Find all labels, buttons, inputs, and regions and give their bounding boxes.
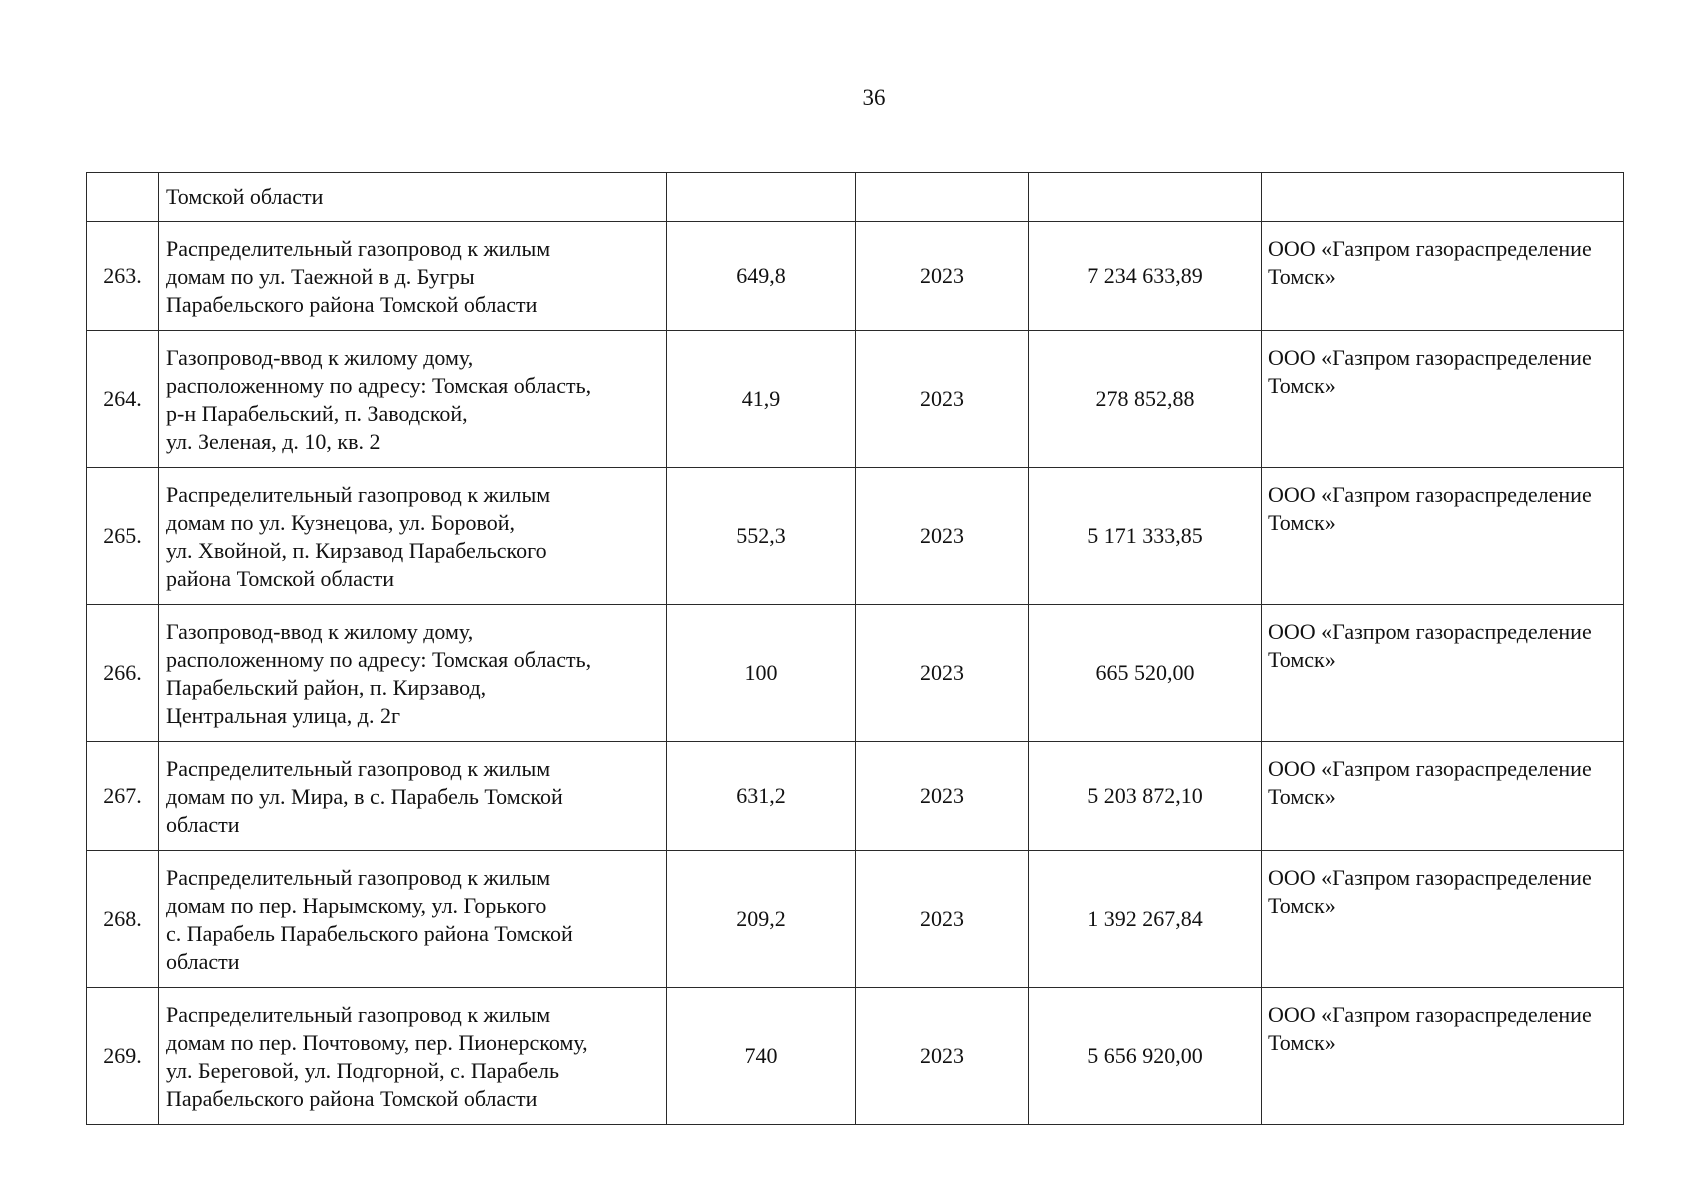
org-line: Томск» <box>1268 264 1336 289</box>
cell-year <box>856 173 1029 222</box>
objects-table <box>86 172 1624 1125</box>
cell-name <box>159 605 667 742</box>
cell-org <box>1262 742 1624 851</box>
table-row <box>87 605 1624 742</box>
org-line: ООО «Газпром газораспределение <box>1268 619 1592 644</box>
table-row <box>87 468 1624 605</box>
cell-cost: 5 203 872,10 <box>1029 742 1262 851</box>
cell-cost: 5 656 920,00 <box>1029 988 1262 1125</box>
org-line: ООО «Газпром газораспределение <box>1268 345 1592 370</box>
name-line: ул. Хвойной, п. Кирзавод Парабельского <box>166 538 547 563</box>
cell-length: 740 <box>667 988 856 1125</box>
org-line: ООО «Газпром газораспределение <box>1268 1002 1592 1027</box>
table-row-continuation <box>87 173 1624 222</box>
name-line: домам по ул. Таежной в д. Бугры <box>166 264 475 289</box>
name-line: с. Парабель Парабельского района Томской <box>166 921 573 946</box>
cell-length: 649,8 <box>667 222 856 331</box>
cell-name <box>159 742 667 851</box>
cell-cost: 5 171 333,85 <box>1029 468 1262 605</box>
name-line: Центральная улица, д. 2г <box>166 703 400 728</box>
cell-length: 41,9 <box>667 331 856 468</box>
table-row <box>87 988 1624 1125</box>
name-line: Газопровод-ввод к жилому дому, <box>166 619 474 644</box>
cell-year: 2023 <box>856 331 1029 468</box>
org-line: Томск» <box>1268 373 1336 398</box>
name-line: р-н Парабельский, п. Заводской, <box>166 401 468 426</box>
name-line: Распределительный газопровод к жилым <box>166 482 551 507</box>
name-line: области <box>166 949 240 974</box>
cell-year: 2023 <box>856 988 1029 1125</box>
name-line: домам по пер. Нарымскому, ул. Горького <box>166 893 547 918</box>
name-line: Парабельского района Томской области <box>166 1086 538 1111</box>
cell-cost: 278 852,88 <box>1029 331 1262 468</box>
name-line: Распределительный газопровод к жилым <box>166 865 551 890</box>
name-line: расположенному по адресу: Томская область, <box>166 373 592 398</box>
cell-num: 266. <box>87 605 159 742</box>
cell-length: 631,2 <box>667 742 856 851</box>
cell-year: 2023 <box>856 851 1029 988</box>
name-line: ул. Береговой, ул. Подгорной, с. Парабель <box>166 1058 560 1083</box>
cell-org <box>1262 222 1624 331</box>
cell-name <box>159 988 667 1125</box>
name-line: домам по ул. Мира, в с. Парабель Томской <box>166 784 563 809</box>
cell-name <box>159 222 667 331</box>
table-body <box>87 173 1624 1125</box>
cell-name <box>159 468 667 605</box>
cell-cost: 665 520,00 <box>1029 605 1262 742</box>
org-line: Томск» <box>1268 784 1336 809</box>
cell-name <box>159 331 667 468</box>
name-line: ул. Зеленая, д. 10, кв. 2 <box>166 429 381 454</box>
name-line: области <box>166 812 240 837</box>
org-line: ООО «Газпром газораспределение <box>1268 865 1592 890</box>
cell-year: 2023 <box>856 605 1029 742</box>
cell-name <box>159 851 667 988</box>
name-line: Газопровод-ввод к жилому дому, <box>166 345 474 370</box>
cell-cost: 1 392 267,84 <box>1029 851 1262 988</box>
name-line: Парабельский район, п. Кирзавод, <box>166 675 487 700</box>
name-line: Распределительный газопровод к жилым <box>166 1002 551 1027</box>
cell-name: Томской области <box>159 173 667 222</box>
org-line: ООО «Газпром газораспределение <box>1268 482 1592 507</box>
cell-org <box>1262 988 1624 1125</box>
name-line: домам по пер. Почтовому, пер. Пионерскому, <box>166 1030 588 1055</box>
page-number: 36 <box>862 85 886 110</box>
name-line: района Томской области <box>166 566 395 591</box>
cell-year: 2023 <box>856 742 1029 851</box>
cell-num: 268. <box>87 851 159 988</box>
org-line: Томск» <box>1268 510 1336 535</box>
name-line: расположенному по адресу: Томская область, <box>166 647 592 672</box>
cell-year: 2023 <box>856 468 1029 605</box>
cell-num <box>87 173 159 222</box>
cell-length: 209,2 <box>667 851 856 988</box>
table-row <box>87 851 1624 988</box>
cell-length: 100 <box>667 605 856 742</box>
cell-org <box>1262 605 1624 742</box>
table-row <box>87 742 1624 851</box>
cell-org <box>1262 468 1624 605</box>
cell-year: 2023 <box>856 222 1029 331</box>
org-line: ООО «Газпром газораспределение <box>1268 756 1592 781</box>
cell-num: 264. <box>87 331 159 468</box>
org-line: Томск» <box>1268 1030 1336 1055</box>
name-line: Парабельского района Томской области <box>166 292 538 317</box>
cell-num: 269. <box>87 988 159 1125</box>
org-line: ООО «Газпром газораспределение <box>1268 236 1592 261</box>
cell-cost: 7 234 633,89 <box>1029 222 1262 331</box>
cell-cost <box>1029 173 1262 222</box>
org-line: Томск» <box>1268 647 1336 672</box>
cell-num: 265. <box>87 468 159 605</box>
table-row <box>87 331 1624 468</box>
cell-length: 552,3 <box>667 468 856 605</box>
cell-org <box>1262 331 1624 468</box>
cell-org <box>1262 173 1624 222</box>
name-line: Распределительный газопровод к жилым <box>166 756 551 781</box>
cell-num: 267. <box>87 742 159 851</box>
cell-length <box>667 173 856 222</box>
name-line: домам по ул. Кузнецова, ул. Боровой, <box>166 510 516 535</box>
name-line: Распределительный газопровод к жилым <box>166 236 551 261</box>
cell-num: 263. <box>87 222 159 331</box>
org-line: Томск» <box>1268 893 1336 918</box>
table-row <box>87 222 1624 331</box>
cell-org <box>1262 851 1624 988</box>
